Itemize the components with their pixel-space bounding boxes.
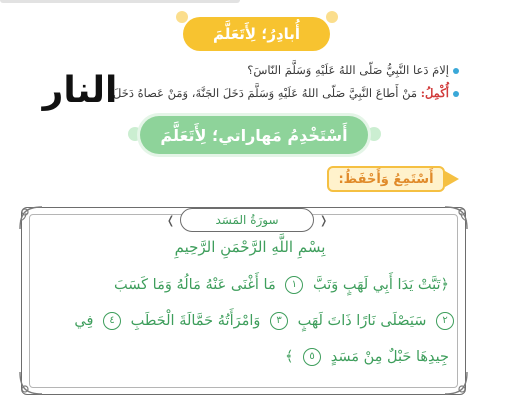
ornament-corner-icon bbox=[441, 203, 471, 233]
plate-ornament-icon: ❭ bbox=[319, 214, 329, 227]
ayah-number: ٣ bbox=[270, 312, 288, 330]
pill-ear-right bbox=[326, 11, 338, 23]
verse-2-text: مَا أَغْنَى عَنْهُ مَالُهُ وَمَا كَسَبَ bbox=[114, 277, 276, 293]
plate-ornament-icon: ❬ bbox=[166, 214, 176, 227]
listen-memorize-tag bbox=[327, 166, 445, 192]
green-pill-ear-right bbox=[367, 127, 381, 141]
surah-title: سورَةُ المَسَد bbox=[215, 213, 279, 227]
question-2 bbox=[113, 86, 459, 100]
basmala: بِسْمِ اللَّهِ الرَّحْمَنِ الرَّحِيمِ bbox=[174, 238, 326, 256]
verse-3-text: سَيَصْلَى نَارًا ذَاتَ لَهَبٍ bbox=[297, 313, 427, 329]
ayah-number: ٢ bbox=[436, 312, 454, 330]
verse-5-start: فِي bbox=[74, 313, 94, 329]
verse-4-text: وَامْرَأَتُهُ حَمَّالَةَ الْحَطَبِ bbox=[130, 313, 261, 329]
surah-title-plate bbox=[180, 208, 314, 232]
top-strip bbox=[0, 0, 509, 6]
tag-pointer-icon bbox=[445, 171, 459, 187]
bullet-icon bbox=[453, 91, 459, 97]
section-header-skills-label: أَسْتَخْدِمُ مَهاراتي؛ لِأَتَعَلَّمَ bbox=[160, 125, 348, 145]
verse-5-text: جِيدِهَا حَبْلٌ مِنْ مَسَدٍ bbox=[330, 349, 449, 365]
ayah-number: ٥ bbox=[303, 348, 321, 366]
section-header-hasten bbox=[183, 17, 330, 51]
closing-bracket: ﴾ bbox=[285, 349, 294, 365]
pill-ear-left bbox=[176, 11, 188, 23]
listen-memorize-label: أَسْتَمِعُ وَأَحْفَظُ: bbox=[338, 171, 434, 187]
top-divider bbox=[0, 0, 240, 3]
question-2-lead: أُكْمِلُ: bbox=[420, 86, 449, 100]
section-header-hasten-label: أُبادِرُ؛ لِأَتَعَلَّمَ bbox=[212, 25, 301, 43]
question-1-text: إلامَ دَعا النَّبِيُّ صَلّى اللهُ عَلَيْهِ وَسَلَّمَ النّاسَ؟ bbox=[247, 63, 449, 77]
verse-line-2 bbox=[74, 312, 459, 330]
ornament-corner-icon bbox=[16, 203, 46, 233]
section-header-skills bbox=[140, 116, 368, 154]
question-2-text: مَنْ أَطاعَ النَّبِيَّ صَلّى اللهُ عَلَيْهِ وَسَلَّمَ دَخَلَ الجَنَّةَ، وَمَنْ عَصاهُ دَخَلَ bbox=[113, 86, 418, 100]
ornament-corner-icon bbox=[441, 368, 471, 398]
handwritten-answer: النار bbox=[42, 70, 118, 111]
verse-line-1 bbox=[114, 276, 449, 294]
verse-1-text: ﴿تَبَّتْ يَدَا أَبِي لَهَبٍ وَتَبَّ bbox=[312, 277, 449, 293]
verse-line-3 bbox=[285, 348, 449, 366]
ayah-number: ٤ bbox=[103, 312, 121, 330]
ornament-corner-icon bbox=[16, 368, 46, 398]
bullet-icon bbox=[453, 68, 459, 74]
question-1 bbox=[247, 63, 459, 77]
ayah-number: ١ bbox=[285, 276, 303, 294]
